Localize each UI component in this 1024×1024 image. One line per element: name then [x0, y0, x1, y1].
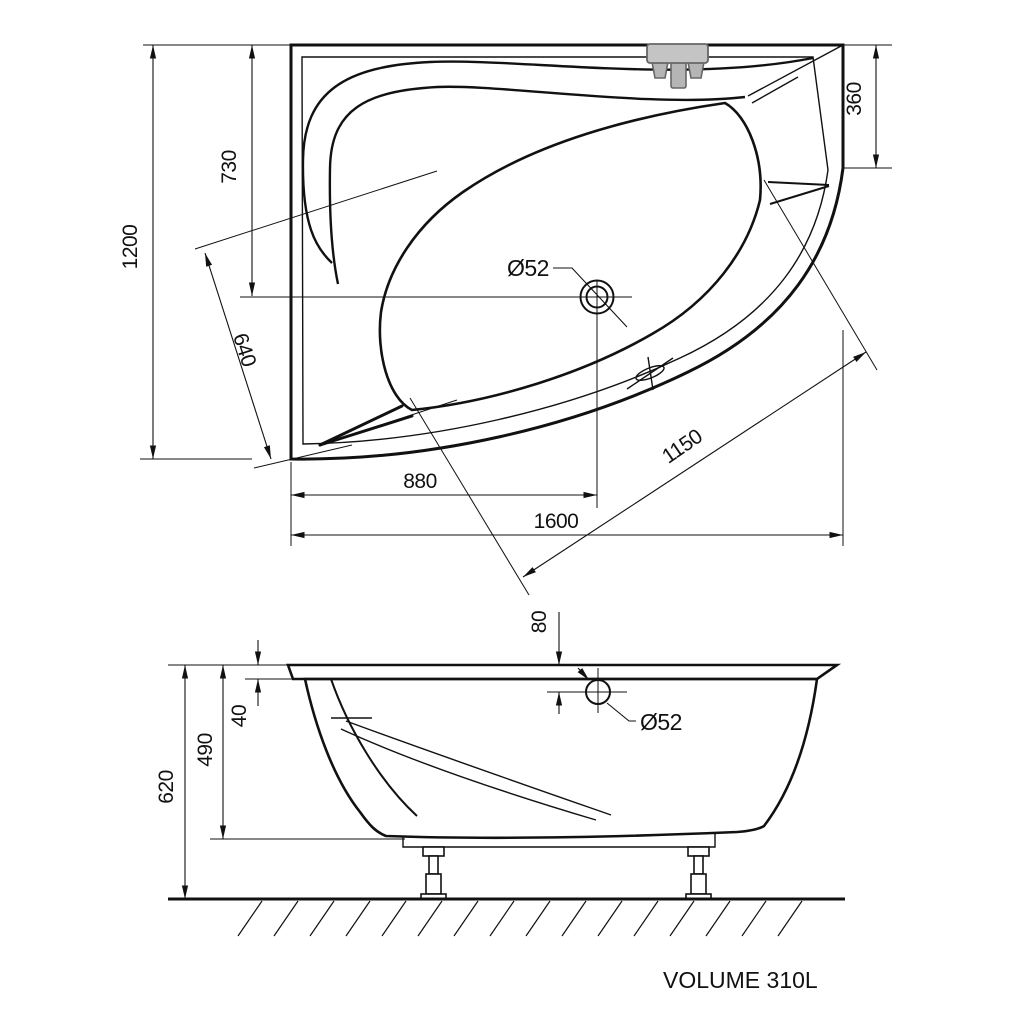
- dim-label-1150: 1150: [658, 424, 707, 469]
- drain-diameter-label-plan: Ø52: [507, 255, 549, 281]
- dim-label-360: 360: [843, 82, 866, 116]
- plan-view: [119, 44, 892, 595]
- elevation-view: [155, 611, 845, 936]
- rim-profile: [288, 665, 837, 679]
- faucet-icon: [647, 44, 708, 88]
- backrest-curve-outer: [303, 58, 813, 263]
- left-foot: [421, 847, 446, 899]
- elevation-dimension-lines: [185, 612, 559, 899]
- drain-elevation: [547, 668, 636, 721]
- dim-label-40: 40: [228, 704, 251, 728]
- ground-hatching: [238, 901, 802, 936]
- support-frame: [403, 834, 715, 847]
- plan-dimension-lines: [153, 45, 876, 577]
- tub-outline: [291, 45, 843, 459]
- corner-fan-lines: [748, 45, 843, 103]
- rim-inner-edge: [302, 57, 828, 444]
- dim-label-730: 730: [218, 150, 241, 184]
- plan-extension-lines: [140, 45, 892, 595]
- body-contour-lines: [331, 679, 611, 820]
- drain-diameter-label-elevation: Ø52: [640, 709, 682, 735]
- overflow-icon: [627, 357, 673, 390]
- volume-label: VOLUME 310L: [663, 967, 818, 993]
- dim-label-80: 80: [528, 610, 551, 634]
- right-crease-lines: [768, 182, 829, 204]
- dim-label-490: 490: [194, 733, 217, 767]
- dim-label-640: 640: [228, 330, 261, 370]
- dim-label-1600: 1600: [533, 510, 579, 533]
- dim-label-620: 620: [155, 770, 178, 804]
- dim-label-1200: 1200: [119, 224, 142, 270]
- body-profile: [305, 679, 817, 838]
- dim-label-880: 880: [403, 470, 437, 493]
- right-foot: [686, 847, 711, 899]
